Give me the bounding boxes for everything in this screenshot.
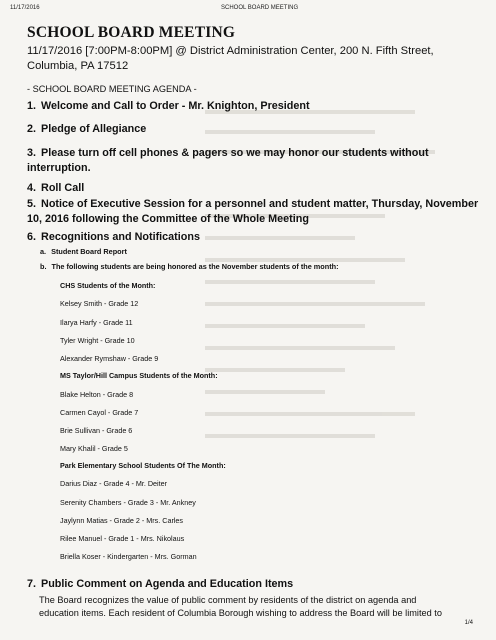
agenda-item-2 [27,122,146,137]
group-heading-chs: CHS Students of the Month: [60,281,156,290]
student-entry: Darius Diaz - Grade 4 - Mr. Deiter [60,479,168,488]
student-entry: Briella Koser - Kindergarten - Mrs. Gorman [60,552,197,561]
agenda-item-6 [27,230,200,245]
agenda-item-text-continued: 10, 2016 following the Committee of the Whole Meeting [27,213,309,225]
agenda-item-text: Notice of Executive Session for a personnel and student matter, Thursday, November [41,198,479,210]
agenda-item-number: 6. [27,231,37,243]
student-entry: Carmen Cayol - Grade 7 [60,408,139,417]
agenda-item-number: 1. [27,100,37,112]
agenda-item-4 [27,181,84,196]
agenda-item-5 [27,197,478,227]
student-entry: Jaylynn Matias - Grade 2 - Mrs. Carles [60,516,184,525]
meeting-meta-line-1: 11/17/2016 [7:00PM-8:00PM] @ District Administration Center, 200 N. Fifth Street, [27,45,434,57]
student-entry: Mary Khalil - Grade 5 [60,444,128,453]
paragraph-line: The Board recognizes the value of public comment by residents of the district on agenda and [39,595,417,605]
student-entry: Blake Helton - Grade 8 [60,390,134,399]
student-entry: Brie Sullivan - Grade 6 [60,426,133,435]
agenda-item-text-continued: interruption. [27,162,91,174]
agenda-item-number: 5. [27,198,37,210]
agenda-item-text: Pledge of Allegiance [41,123,147,135]
sub-item-letter: b. [40,262,47,271]
group-heading-ms: MS Taylor/Hill Campus Students of the Month: [60,371,218,380]
sub-item-letter: a. [40,247,47,256]
meeting-meta-line-2: Columbia, PA 17512 [27,60,129,72]
paragraph-line: education items. Each resident of Columbia Borough wishing to address the Board will be limited to [39,607,442,618]
agenda-item-text: Welcome and Call to Order - Mr. Knighton, President [41,100,310,112]
sub-item-text: Student Board Report [51,247,127,256]
agenda-heading: - SCHOOL BOARD MEETING AGENDA - [27,84,197,94]
recognition-item-a [40,247,127,256]
student-entry: Tyler Wright - Grade 10 [60,336,135,345]
student-entry: Rilee Manuel - Grade 1 - Mrs. Nikolaus [60,534,185,543]
agenda-item-number: 4. [27,182,37,194]
agenda-item-number: 7. [27,578,37,590]
agenda-item-1 [27,99,310,114]
print-date: 11/17/2016 [10,5,40,11]
agenda-item-text: Please turn off cell phones & pagers so we may honor our students without [41,147,429,159]
recognition-item-b [40,262,339,271]
group-heading-park-elementary: Park Elementary School Students Of The Month: [60,461,226,470]
sub-item-text: The following students are being honored as the November students of the month: [51,262,339,271]
student-entry: Alexander Rymshaw - Grade 9 [60,354,159,363]
student-entry: Ilarya Harfy - Grade 11 [60,318,133,327]
student-entry: Kelsey Smith - Grade 12 [60,299,139,308]
student-entry: Serenity Chambers - Grade 3 - Mr. Ankney [60,498,196,507]
agenda-item-3 [27,146,429,176]
agenda-item-7 [27,577,293,592]
agenda-item-number: 3. [27,147,37,159]
page-number: 1/4 [464,620,473,626]
print-header-title: SCHOOL BOARD MEETING [221,5,299,11]
agenda-item-text: Roll Call [41,182,85,194]
document-title: SCHOOL BOARD MEETING [27,24,236,41]
agenda-item-text: Recognitions and Notifications [41,231,200,243]
public-comment-paragraph [39,594,489,619]
agenda-item-number: 2. [27,123,37,135]
agenda-item-text: Public Comment on Agenda and Education Items [41,578,294,590]
